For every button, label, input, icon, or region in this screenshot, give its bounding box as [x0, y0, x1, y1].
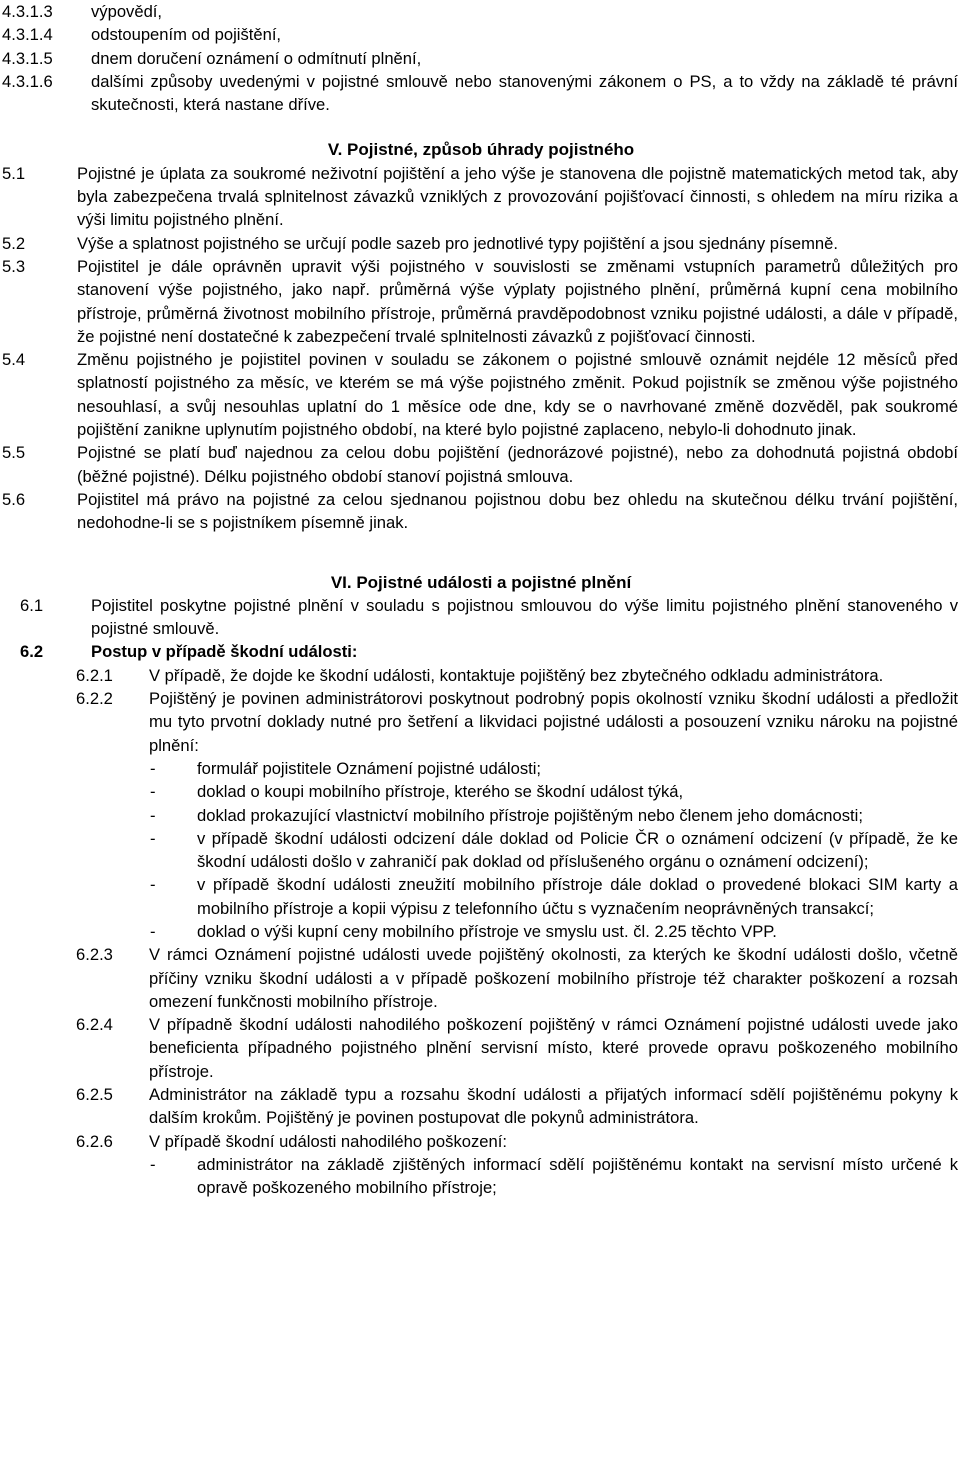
- list-item: [2, 70, 960, 117]
- item-text: Výše a splatnost pojistného se určují podle sazeb pro jednotlivé typy pojištění a jsou sjednány písemně.: [77, 233, 839, 253]
- item-number: 4.3.1.6: [2, 71, 53, 91]
- dash-text: v případě škodní události odcizení dále doklad od Policie ČR o oznámení odcizení (v případě, že ke škodní události došlo v zahraničí pak doklad od příslušeného orgánu o oznámení odcizení);: [197, 828, 958, 872]
- sub-item-number: 6.2.2: [76, 689, 113, 709]
- dash-item: [2, 920, 960, 943]
- sub-item-text: V rámci Oznámení pojistné události uvede pojištěný okolnosti, za kterých ke škodní události došlo, včetně příčiny vzniku škodní události a v případě poškození mobilního přístroje též charakter poškození a rozsah omezení funkčnosti mobilního přístroje.: [149, 945, 958, 1011]
- sub-item: [2, 1130, 960, 1153]
- dash-text: doklad o výši kupní ceny mobilního přístroje ve smyslu ust. čl. 2.25 těchto VPP.: [197, 921, 777, 941]
- sub-item-number: 6.2.4: [76, 1015, 113, 1035]
- list-item: [2, 47, 960, 70]
- dash-marker: -: [150, 782, 156, 802]
- dash-item: [2, 804, 960, 827]
- item-text: dnem doručení oznámení o odmítnutí plnění,: [91, 48, 422, 68]
- dash-text: formulář pojistitele Oznámení pojistné události;: [197, 758, 542, 778]
- item-text: Pojistitel je dále oprávněn upravit výši pojistného v souvislosti se změnami vstupních parametrů důležitých pro stanovení výše pojistného, jako např. průměrná výše výplaty pojistného plnění, průměrná kupní cena mobilního přístroje, průměrná životnost mobilního přístroje, průměrná pravděpodobnost vzniku pojistné události, a dále v případě, že pojistné není dostatečné k zabezpečení trvalé splnitelnosti závazků z pojišťovací činnosti.: [77, 256, 958, 346]
- dash-marker: -: [150, 828, 156, 848]
- list-item: [2, 488, 960, 535]
- item-text: Pojistitel má právo na pojistné za celou sjednanou pojistnou dobu bez ohledu na skutečnou délku trvání pojištění, nedohodne-li se s pojistníkem písemně jinak.: [77, 489, 958, 533]
- sub-item: [2, 1083, 960, 1130]
- dash-list: [2, 1153, 960, 1200]
- item-text: Změnu pojistného je pojistitel povinen v souladu se zákonem o pojistné smlouvě oznámit nejdéle 12 měsíců před splatností pojistného za měsíc, ve kterém se má výše pojistného změnit. Pokud pojistník se změnou výše pojistného nesouhlasí, a svůj nesouhlas uplatní do 1 měsíce ode dne, kdy se o navrhované změně dozvěděl, pak soukromé pojištění zanikne uplynutím pojistného období, na které bylo pojistné zaplaceno, nebylo-li dohodnuto jinak.: [77, 350, 958, 440]
- top-list: [2, 0, 960, 116]
- dash-text: doklad prokazující vlastnictví mobilního přístroje pojištěným nebo členem jeho domácnosti;: [197, 805, 863, 825]
- sub-item: [2, 1013, 960, 1083]
- list-item: [2, 594, 960, 641]
- sub-item-text: V případě škodní události nahodilého poškození:: [149, 1131, 507, 1151]
- item-number: 5.1: [2, 163, 26, 183]
- item-number: 5.5: [2, 443, 26, 463]
- item-number: 6.2: [20, 642, 44, 662]
- item-text: výpovědí,: [91, 2, 163, 21]
- item-text: Pojistné je úplata za soukromé neživotní pojištění a jeho výše je stanovena dle pojistně matematických metod tak, aby byla zabezpečena trvalá splnitelnost závazků vzniklých z provozování pojišťovací činnosti, s ohledem na míru rizika a výši limitu pojistného plnění.: [77, 163, 958, 230]
- list-item: [2, 640, 960, 663]
- list-item: [2, 23, 960, 46]
- item-number: 5.4: [2, 350, 26, 370]
- section-6-list: [2, 594, 960, 1200]
- dash-item: [2, 757, 960, 780]
- sub-item-text: V případně škodní události nahodilého poškození pojištěný v rámci Oznámení pojistné události uvede jako beneficienta případného pojistného plnění servisní místo, které provede opravu poškozeného mobilního přístroje.: [149, 1015, 958, 1081]
- item-number: 5.3: [2, 256, 26, 276]
- item-text: odstoupením od pojištění,: [91, 25, 282, 45]
- sub-item-number: 6.2.6: [76, 1131, 113, 1151]
- section-5-list: [2, 162, 960, 535]
- list-item: [2, 441, 960, 488]
- section-5-heading: V. Pojistné, způsob úhrady pojistného: [327, 140, 635, 160]
- list-item: [2, 255, 960, 348]
- sub-item: [2, 687, 960, 757]
- item-number: 4.3.1.3: [2, 2, 53, 21]
- dash-marker: -: [150, 758, 156, 778]
- list-item: [2, 232, 960, 255]
- dash-text: administrátor na základě zjištěných informací sdělí pojištěnému kontakt na servisní místo určené k opravě poškozeného mobilního přístroje;: [197, 1154, 958, 1198]
- sub-item-number: 6.2.5: [76, 1085, 113, 1105]
- item-number: 6.1: [20, 595, 44, 615]
- item-text: Postup v případě škodní události:: [91, 642, 358, 662]
- sub-item: [2, 664, 960, 687]
- dash-item: [2, 873, 960, 920]
- dash-text: doklad o koupi mobilního přístroje, kterého se škodní událost týká,: [197, 782, 684, 802]
- section-6-heading: VI. Pojistné události a pojistné plnění: [330, 572, 632, 592]
- dash-marker: -: [150, 875, 156, 895]
- dash-text: v případě škodní události zneužití mobilního přístroje dále doklad o provedené blokaci SIM karty a mobilního přístroje a kopii výpisu z telefonního účtu s vyznačením neoprávněných transakcí;: [197, 875, 958, 918]
- dash-marker: -: [150, 805, 156, 825]
- dash-item: [2, 780, 960, 803]
- item-number: 4.3.1.5: [2, 48, 53, 68]
- sub-item: [2, 943, 960, 1013]
- item-number: 4.3.1.4: [2, 25, 53, 45]
- dash-marker: -: [150, 921, 156, 941]
- sub-item-number: 6.2.3: [76, 945, 113, 965]
- sub-item-text: Administrátor na základě typu a rozsahu škodní události a přijatých informací sdělí pojištěnému pokyny k dalším krokům. Pojištěný je povinen postupovat dle pokynů administrátora.: [149, 1085, 958, 1128]
- dash-item: [2, 827, 960, 874]
- item-number: 5.6: [2, 489, 26, 509]
- list-item: [2, 0, 960, 23]
- dash-item: [2, 1153, 960, 1200]
- dash-list: [2, 757, 960, 943]
- dash-marker: -: [150, 1154, 156, 1174]
- item-text: dalšími způsoby uvedenými v pojistné smlouvě nebo stanovenými zákonem o PS, a to vždy na základě té právní skutečnosti, která nastane dříve.: [91, 71, 958, 115]
- list-item: [2, 162, 960, 232]
- sub-item-text: V případě, že dojde ke škodní události, kontaktuje pojištěný bez zbytečného odkladu administrátora.: [149, 665, 884, 685]
- sub-item-number: 6.2.1: [76, 665, 113, 685]
- item-number: 5.2: [2, 233, 26, 253]
- list-item: [2, 348, 960, 441]
- item-text: Pojistné se platí buď najednou za celou dobu pojištění (jednorázové pojistné), nebo za dohodnutá pojistná období (běžné pojistné). Délku pojistného období stanoví pojistná smlouva.: [77, 443, 958, 486]
- sub-item-text: Pojištěný je povinen administrátorovi poskytnout podrobný popis okolností vzniku škodní události a předložit mu tyto prvotní doklady nutné pro šetření a likvidaci pojistné události a posouzení vzniku nároku na pojistné plnění:: [149, 689, 958, 755]
- item-text: Pojistitel poskytne pojistné plnění v souladu s pojistnou smlouvou do výše limitu pojistného plnění stanoveného v pojistné smlouvě.: [91, 595, 958, 639]
